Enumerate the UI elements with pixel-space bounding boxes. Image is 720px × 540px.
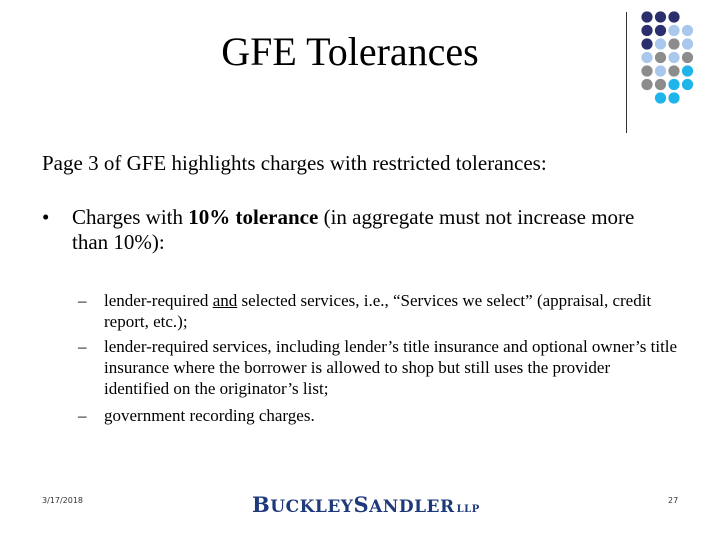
slide-title: GFE Tolerances: [221, 29, 479, 74]
decorative-dot-gray: [668, 38, 679, 49]
bullet-marker: •: [42, 205, 50, 229]
bullet-text: [72, 205, 672, 255]
footer-date: 3/17/2018: [42, 496, 84, 505]
decorative-dot-grid: [633, 10, 720, 120]
decorative-dot-light-blue: [668, 25, 679, 36]
decorative-dot-cyan: [655, 92, 666, 103]
decorative-dot-cyan: [668, 92, 679, 103]
bullet-bold: 10% tolerance: [188, 205, 319, 229]
sub-item-1-before: lender-required: [104, 291, 213, 310]
page-number: 27: [668, 496, 679, 505]
sub-item-marker: –: [78, 406, 87, 425]
title-divider: [626, 12, 627, 133]
decorative-dot-gray: [655, 52, 666, 63]
decorative-dot-navy: [668, 11, 679, 22]
sub-item-1-underlined: and: [212, 291, 238, 310]
decorative-dot-light-blue: [655, 38, 666, 49]
sub-item-text: lender-required services, including lender’s title insurance and optional owner’s title insurance where the borrower is allowed to shop but still uses the provider identified on the originator’s list;: [104, 337, 678, 398]
decorative-dot-light-blue: [668, 52, 679, 63]
decorative-dot-light-blue: [641, 52, 652, 63]
decorative-dot-gray: [641, 79, 652, 90]
decorative-dot-gray: [668, 65, 679, 76]
decorative-dot-cyan: [682, 79, 693, 90]
bullet-rest: (in aggregate must not increase more than 10%):: [72, 205, 635, 254]
decorative-dot-navy: [655, 25, 666, 36]
decorative-dot-navy: [641, 38, 652, 49]
decorative-dot-navy: [641, 25, 652, 36]
intro-text: Page 3 of GFE highlights charges with restricted tolerances:: [42, 151, 547, 175]
sub-item-text: government recording charges.: [104, 406, 315, 425]
bullet-lead: Charges with: [72, 205, 189, 229]
decorative-dot-light-blue: [682, 25, 693, 36]
decorative-dot-light-blue: [655, 65, 666, 76]
decorative-dot-cyan: [682, 65, 693, 76]
decorative-dot-gray: [655, 79, 666, 90]
decorative-dot-navy: [655, 11, 666, 22]
decorative-dot-cyan: [668, 79, 679, 90]
buckley-sandler-logo: BUCKLEYSANDLER LLP: [252, 492, 480, 517]
sub-item-marker: –: [78, 337, 87, 356]
decorative-dot-gray: [641, 65, 652, 76]
decorative-dot-gray: [682, 52, 693, 63]
decorative-dot-navy: [641, 11, 652, 22]
decorative-dot-light-blue: [682, 38, 693, 49]
sub-item-marker: –: [78, 291, 87, 310]
sub-item-text: [104, 290, 679, 332]
sub-item-1-after: selected services, i.e., “Services we select” (appraisal, credit report, etc.);: [104, 291, 652, 331]
